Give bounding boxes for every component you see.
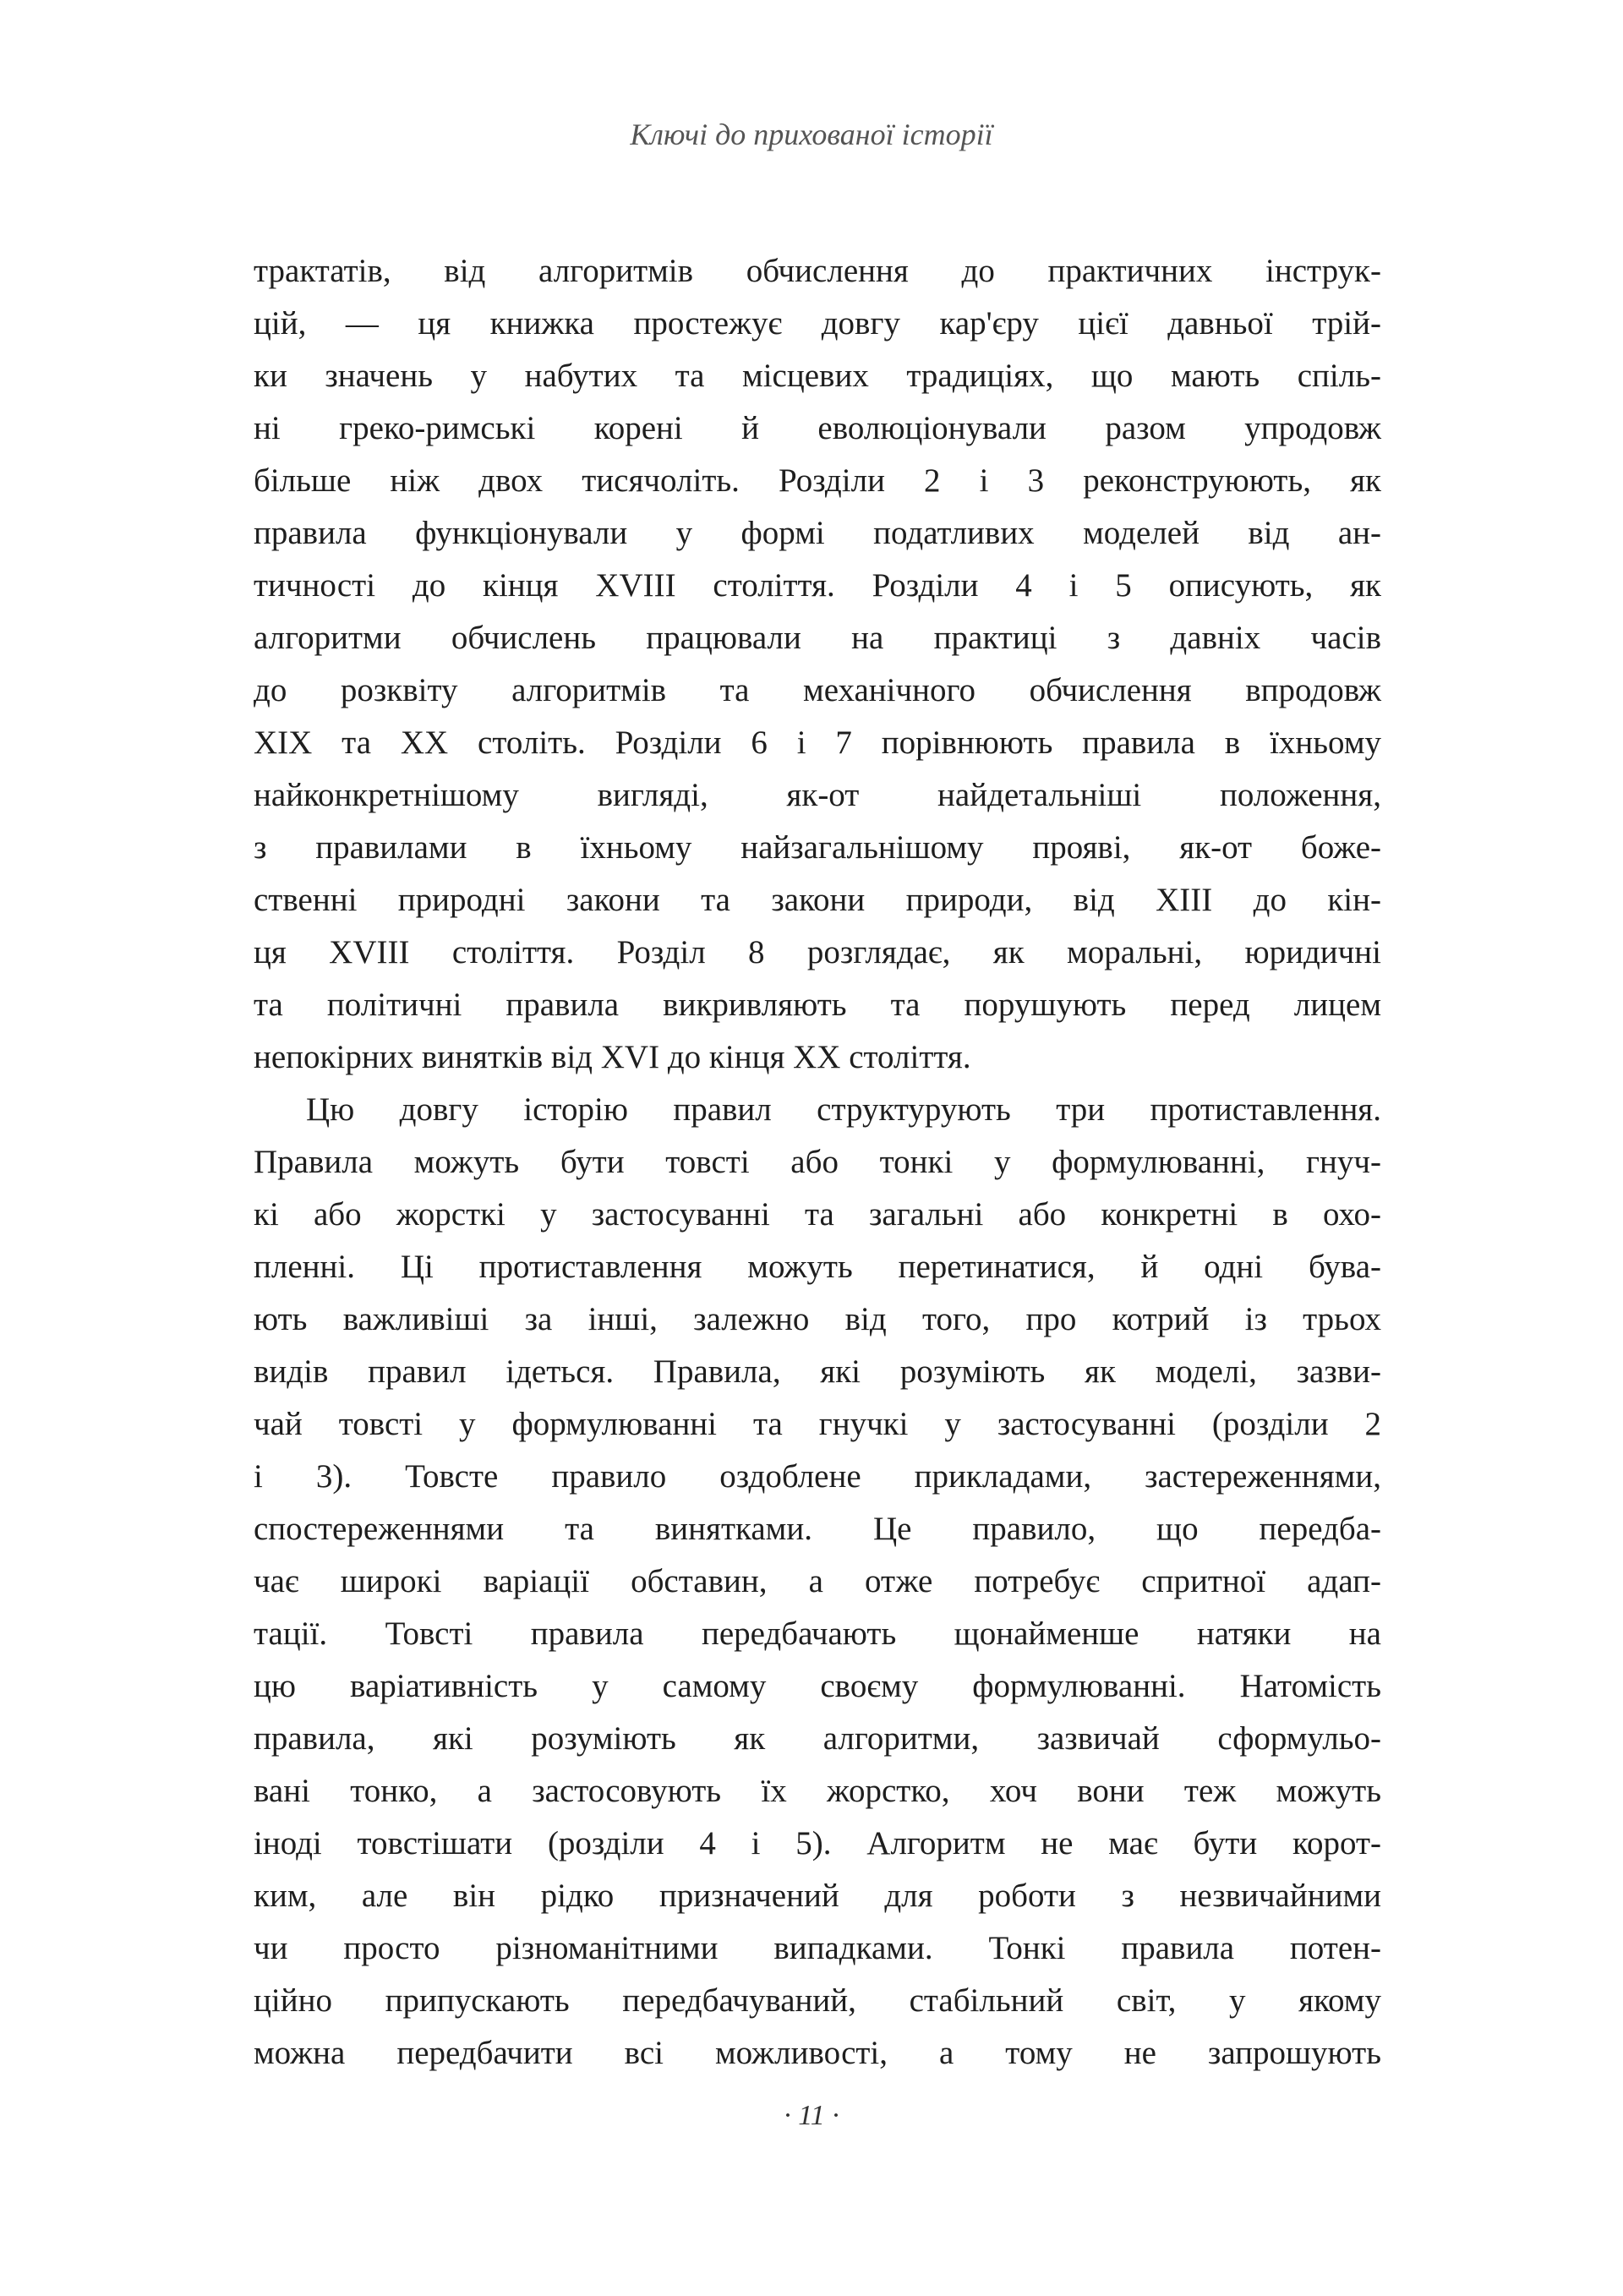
text-line: чи просто різноманітними випадками. Тонкі правила потен- bbox=[254, 1930, 1381, 1966]
text-line: непокірних винятків від XVI до кінця XX століття. bbox=[254, 1039, 971, 1075]
text-line: цій, — ця книжка простежує довгу кар'єру цієї давньої трій- bbox=[254, 305, 1381, 342]
text-line: правила, які розуміють як алгоритми, зазвичай сформульо- bbox=[254, 1720, 1381, 1757]
page-number: · 11 · bbox=[784, 2100, 839, 2131]
text-line: іноді товстішати (розділи 4 і 5). Алгоритм не має бути корот- bbox=[254, 1825, 1381, 1861]
text-line: можна передбачити всі можливості, а тому не запрошують bbox=[254, 2035, 1381, 2071]
text-line: до розквіту алгоритмів та механічного обчислення впродовж bbox=[254, 672, 1381, 708]
text-line: правила функціонували у формі податливих моделей від ан- bbox=[254, 515, 1381, 551]
text-line: вані тонко, а застосовують їх жорстко, хоч вони теж можуть bbox=[254, 1773, 1381, 1809]
text-line: ні греко-римські корені й еволюціонували разом упродовж bbox=[254, 410, 1381, 446]
text-line: кі або жорсткі у застосуванні та загальні або конкретні в охо- bbox=[254, 1196, 1381, 1233]
text-line: трактатів, від алгоритмів обчислення до практичних інструк- bbox=[254, 253, 1381, 289]
text-line: Правила можуть бути товсті або тонкі у формулюванні, гнуч- bbox=[254, 1144, 1381, 1180]
running-header: Ключі до прихованої історії bbox=[630, 118, 993, 151]
text-line: XIX та XX століть. Розділи 6 і 7 порівнюють правила в їхньому bbox=[254, 724, 1381, 761]
text-line: алгоритми обчислень працювали на практиці з давніх часів bbox=[254, 620, 1381, 656]
paragraph bbox=[254, 245, 1381, 1084]
text-line: ственні природні закони та закони природи, від XIII до кін- bbox=[254, 882, 1381, 918]
text-line: Цю довгу історію правил структурують три протиставлення. bbox=[306, 1091, 1381, 1128]
text-line: ки значень у набутих та місцевих традиціях, що мають спіль- bbox=[254, 358, 1381, 394]
text-line: ця XVIII століття. Розділ 8 розглядає, як моральні, юридичні bbox=[254, 934, 1381, 970]
text-line: спостереженнями та винятками. Це правило, що передба- bbox=[254, 1511, 1381, 1547]
text-line: чає широкі варіації обставин, а отже потребує спритної адап- bbox=[254, 1563, 1381, 1599]
text-line: ційно припускають передбачуваний, стабільний світ, у якому bbox=[254, 1982, 1381, 2019]
text-line: пленні. Ці протиставлення можуть перетинатися, й одні бува- bbox=[254, 1249, 1381, 1285]
text-line: тичності до кінця XVIII століття. Розділи 4 і 5 описують, як bbox=[254, 567, 1381, 604]
text-line: цю варіативність у самому своєму формулюванні. Натомість bbox=[254, 1668, 1381, 1704]
text-line: видів правил ідеться. Правила, які розуміють як моделі, зазви- bbox=[254, 1353, 1381, 1390]
text-line: ють важливіші за інші, залежно від того, про котрий із трьох bbox=[254, 1301, 1381, 1337]
text-line: та політичні правила викривляють та порушують перед лицем bbox=[254, 987, 1381, 1023]
text-line: і 3). Товсте правило оздоблене прикладами, застереженнями, bbox=[254, 1458, 1381, 1495]
text-line: найконкретнішому вигляді, як-от найдетальніші положення, bbox=[254, 777, 1381, 813]
text-line: чай товсті у формулюванні та гнучкі у застосуванні (розділи 2 bbox=[254, 1406, 1381, 1442]
text-line: ким, але він рідко призначений для роботи з незвичайними bbox=[254, 1878, 1381, 1914]
paragraph bbox=[254, 1084, 1381, 2080]
body-text bbox=[254, 245, 1381, 2080]
text-line: більше ніж двох тисячоліть. Розділи 2 і 3 реконструюють, як bbox=[254, 462, 1381, 499]
text-line: з правилами в їхньому найзагальнішому прояві, як-от боже- bbox=[254, 829, 1381, 866]
text-line: тації. Товсті правила передбачають щонайменше натяки на bbox=[254, 1615, 1381, 1652]
